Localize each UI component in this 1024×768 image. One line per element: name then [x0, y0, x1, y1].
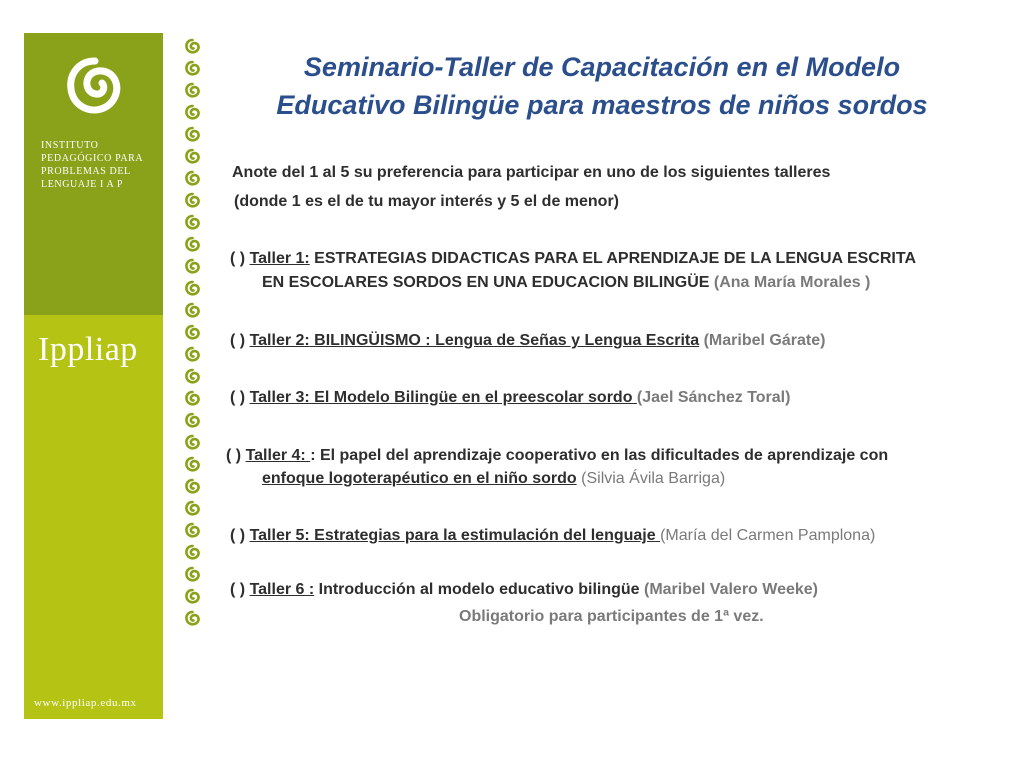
workshop-title: Introducción al modelo educativo bilingüe	[314, 581, 640, 598]
checkbox[interactable]: ( )	[230, 332, 246, 349]
spiral-bullet-icon	[184, 412, 201, 429]
website-link[interactable]: www.ippliap.edu.mx	[34, 697, 137, 709]
spiral-bullet-icon	[184, 544, 201, 561]
spiral-bullet-icon	[184, 610, 201, 627]
spiral-bullet-icon	[184, 522, 201, 539]
workshop-title: BILINGÜISMO : Lengua de Señas y Lengua Escrita	[309, 332, 700, 349]
workshop-label: Taller 6 :	[249, 581, 315, 598]
spiral-bullet-icon	[184, 566, 201, 583]
spiral-bullet-icon	[184, 170, 201, 187]
title-line: Seminario-Taller de Capacitación en el Modelo	[303, 52, 901, 82]
workshop-label: Taller 4:	[245, 447, 311, 464]
title-line: Educativo Bilingüe para maestros de niños sordos	[276, 90, 928, 120]
instructions-line: (donde 1 es el de tu mayor interés y 5 el de menor)	[234, 193, 620, 210]
spiral-bullet-icon	[184, 434, 201, 451]
spiral-bullet-icon	[184, 258, 201, 275]
workshop-instructor: (Maribel Gárate)	[699, 332, 826, 349]
workshop-label: Taller 2:	[249, 332, 310, 349]
checkbox[interactable]: ( )	[230, 527, 246, 544]
checkbox[interactable]: ( )	[230, 389, 246, 406]
workshop-title: EN ESCOLARES SORDOS EN UNA EDUCACION BILINGÜE	[262, 274, 710, 291]
workshop-label: Taller 5: Estrategias para la estimulación del lenguaje	[249, 527, 661, 544]
institute-line: PROBLEMAS DEL	[41, 166, 131, 177]
spiral-bullet-icon	[184, 390, 201, 407]
spiral-column	[184, 38, 206, 632]
spiral-bullet-icon	[184, 456, 201, 473]
institute-line: LENGUAJE I A P	[41, 179, 124, 190]
spiral-bullet-icon	[184, 38, 201, 55]
checkbox[interactable]: ( )	[226, 447, 242, 464]
workshop-1[interactable]	[230, 247, 916, 271]
page-title	[222, 48, 982, 124]
spiral-bullet-icon	[184, 588, 201, 605]
checkbox[interactable]: ( )	[230, 581, 246, 598]
spiral-bullet-icon	[184, 236, 201, 253]
spiral-bullet-icon	[184, 60, 201, 77]
spiral-bullet-icon	[184, 368, 201, 385]
spiral-bullet-icon	[184, 324, 201, 341]
spiral-bullet-icon	[184, 214, 201, 231]
institute-name	[41, 139, 161, 191]
spiral-logo-icon	[62, 53, 128, 119]
workshop-5[interactable]	[230, 524, 875, 548]
workshop-label: Taller 1:	[249, 250, 310, 267]
spiral-bullet-icon	[184, 148, 201, 165]
spiral-bullet-icon	[184, 192, 201, 209]
institute-line: INSTITUTO	[41, 140, 99, 151]
spiral-bullet-icon	[184, 346, 201, 363]
spiral-bullet-icon	[184, 104, 201, 121]
workshop-title: : El papel del aprendizaje cooperativo en las dificultades de aprendizaje con	[310, 447, 889, 464]
workshop-label: Taller 3: El Modelo Bilingüe en el preescolar sordo	[249, 389, 637, 406]
spiral-bullet-icon	[184, 302, 201, 319]
spiral-bullet-icon	[184, 280, 201, 297]
workshop-instructor: (Ana María Morales )	[709, 274, 871, 291]
brand-panel	[24, 33, 163, 719]
workshop-2[interactable]	[230, 329, 825, 353]
workshop-instructor: (Silvia Ávila Barriga)	[576, 470, 726, 487]
workshop-instructor: (María del Carmen Pamplona)	[660, 527, 876, 544]
institute-line: PEDAGÓGICO PARA	[41, 153, 144, 164]
workshop-4[interactable]	[226, 444, 888, 468]
workshop-instructor: (Maribel Valero Weeke)	[639, 581, 818, 598]
workshop-instructor: (Jael Sánchez Toral)	[636, 389, 791, 406]
spiral-bullet-icon	[184, 500, 201, 517]
mandatory-note: Obligatorio para participantes de 1ª vez.	[459, 608, 764, 625]
spiral-bullet-icon	[184, 82, 201, 99]
workshop-title: enfoque logoterapéutico en el niño sordo	[262, 470, 577, 487]
checkbox[interactable]: ( )	[230, 250, 246, 267]
brand-panel-bottom	[24, 315, 163, 719]
workshop-3[interactable]	[230, 386, 790, 410]
workshop-title: ESTRATEGIAS DIDACTICAS PARA EL APRENDIZAJE DE LA LENGUA ESCRITA	[309, 250, 916, 267]
brand-name: Ippliap	[38, 331, 138, 368]
spiral-bullet-icon	[184, 478, 201, 495]
instructions-line: Anote del 1 al 5 su preferencia para participar en uno de los siguientes talleres	[232, 164, 831, 181]
workshop-4-cont	[262, 467, 725, 491]
workshop-1-cont	[262, 271, 870, 295]
spiral-bullet-icon	[184, 126, 201, 143]
workshop-6[interactable]	[230, 578, 818, 602]
